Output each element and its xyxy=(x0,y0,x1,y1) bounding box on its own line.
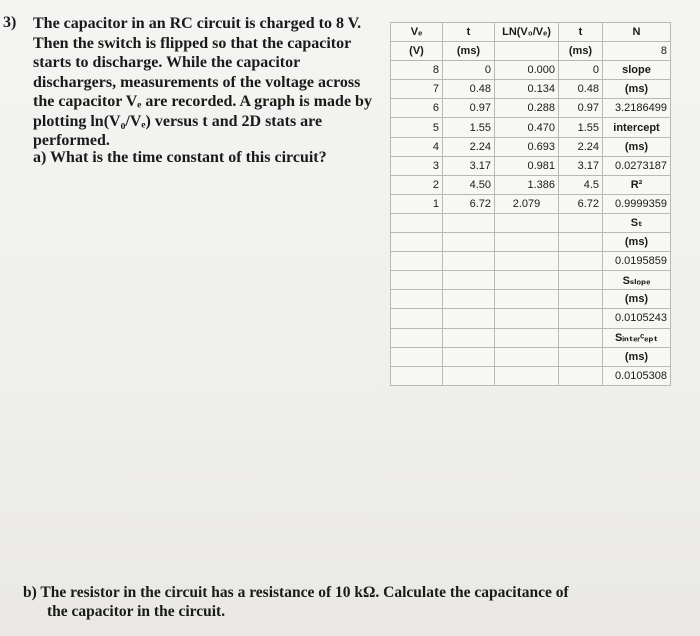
question-part-b xyxy=(23,583,623,621)
table-row xyxy=(391,213,671,232)
cell: (ms) xyxy=(603,80,671,99)
table-row xyxy=(391,118,671,137)
header-row xyxy=(391,42,671,61)
cell xyxy=(443,366,495,385)
cell: 0.0105308 xyxy=(603,366,671,385)
cell: 0.0105243 xyxy=(603,309,671,328)
table-row xyxy=(391,328,671,347)
cell: 4.50 xyxy=(443,175,495,194)
cell xyxy=(495,252,559,271)
cell: 6.72 xyxy=(559,194,603,213)
question-line: plotting ln(V₀/Vₑ) versus t and 2D stats are xyxy=(33,112,323,130)
cell: 2 xyxy=(391,175,443,194)
question-part-a: a) What is the time constant of this circuit? xyxy=(33,149,327,166)
table-row xyxy=(391,252,671,271)
n-value-cell: 8 xyxy=(603,42,671,61)
table-row xyxy=(391,290,671,309)
cell xyxy=(495,366,559,385)
question-line: dischargers, measurements of the voltage across xyxy=(33,73,361,91)
table-row xyxy=(391,61,671,80)
cell xyxy=(559,366,603,385)
header-cell: t xyxy=(559,23,603,42)
spreadsheet-table xyxy=(390,22,671,386)
cell: 0 xyxy=(443,61,495,80)
table-row xyxy=(391,309,671,328)
cell: 6 xyxy=(391,99,443,118)
question-line: performed. xyxy=(33,132,110,149)
cell: 3.2186499 xyxy=(603,99,671,118)
header-cell: N xyxy=(603,23,671,42)
table-row xyxy=(391,175,671,194)
table-row xyxy=(391,271,671,290)
table-row xyxy=(391,80,671,99)
cell xyxy=(443,252,495,271)
cell xyxy=(391,309,443,328)
cell: 0.97 xyxy=(559,99,603,118)
cell: 0.97 xyxy=(443,99,495,118)
cell: Sᵢₙₜₑᵣᶜₑₚₜ xyxy=(603,328,671,347)
cell: 0 xyxy=(559,61,603,80)
cell: 1 xyxy=(391,194,443,213)
cell: 8 xyxy=(391,61,443,80)
cell xyxy=(559,347,603,366)
question-line: The capacitor in an RC circuit is charged to 8 V. xyxy=(33,15,362,32)
cell xyxy=(443,309,495,328)
cell xyxy=(495,233,559,252)
cell: 4.5 xyxy=(559,175,603,194)
header-cell: t xyxy=(443,23,495,42)
cell xyxy=(495,290,559,309)
cell: 3.17 xyxy=(559,156,603,175)
cell xyxy=(443,347,495,366)
cell: 0.000 xyxy=(495,61,559,80)
cell xyxy=(391,213,443,232)
cell: Sₜ xyxy=(603,213,671,232)
cell xyxy=(559,271,603,290)
table-row xyxy=(391,194,671,213)
cell: 0.48 xyxy=(443,80,495,99)
cell: 0.0195859 xyxy=(603,252,671,271)
question-number: 3) xyxy=(3,14,17,31)
cell xyxy=(443,271,495,290)
cell xyxy=(495,309,559,328)
cell: 3.17 xyxy=(443,156,495,175)
cell: slope xyxy=(603,61,671,80)
cell: 0.134 xyxy=(495,80,559,99)
unit-cell xyxy=(495,42,559,61)
cell xyxy=(559,328,603,347)
cell: 5 xyxy=(391,118,443,137)
cell xyxy=(391,271,443,290)
cell xyxy=(391,233,443,252)
cell xyxy=(443,233,495,252)
cell: 1.55 xyxy=(443,118,495,137)
table-row xyxy=(391,233,671,252)
table-row xyxy=(391,347,671,366)
header-cell: Vₑ xyxy=(391,23,443,42)
cell: 0.0273187 xyxy=(603,156,671,175)
cell xyxy=(391,328,443,347)
part-b-line-1: b) The resistor in the circuit has a resistance of 10 kΩ. Calculate the capacitance of xyxy=(23,584,569,601)
cell: (ms) xyxy=(603,233,671,252)
cell: R² xyxy=(603,175,671,194)
question-line: Then the switch is flipped so that the capacitor xyxy=(33,34,352,52)
cell: 7 xyxy=(391,80,443,99)
cell xyxy=(391,366,443,385)
cell: 2.079 xyxy=(495,194,559,213)
cell xyxy=(443,328,495,347)
question-text xyxy=(33,14,383,151)
question-line: the capacitor Vₑ are recorded. A graph is made by xyxy=(33,93,372,110)
cell: intercept xyxy=(603,118,671,137)
cell: 2.24 xyxy=(559,137,603,156)
cell: 0.693 xyxy=(495,137,559,156)
cell: (ms) xyxy=(603,290,671,309)
cell: 0.981 xyxy=(495,156,559,175)
cell: 3 xyxy=(391,156,443,175)
cell xyxy=(391,347,443,366)
table-row xyxy=(391,156,671,175)
cell xyxy=(559,290,603,309)
unit-cell: (ms) xyxy=(559,42,603,61)
cell xyxy=(495,347,559,366)
cell: Sₛₗₒₚₑ xyxy=(603,271,671,290)
cell xyxy=(391,290,443,309)
cell: 0.48 xyxy=(559,80,603,99)
header-cell: LN(V₀/Vₑ) xyxy=(495,23,559,42)
cell xyxy=(443,290,495,309)
cell: 1.386 xyxy=(495,175,559,194)
question-line: starts to discharge. While the capacitor xyxy=(33,54,301,71)
cell: 6.72 xyxy=(443,194,495,213)
cell: (ms) xyxy=(603,137,671,156)
cell: 4 xyxy=(391,137,443,156)
cell: 2.24 xyxy=(443,137,495,156)
cell: 0.9999359 xyxy=(603,194,671,213)
cell xyxy=(559,252,603,271)
unit-cell: (ms) xyxy=(443,42,495,61)
cell xyxy=(391,252,443,271)
cell: 0.470 xyxy=(495,118,559,137)
cell xyxy=(559,309,603,328)
cell xyxy=(495,213,559,232)
cell: 0.288 xyxy=(495,99,559,118)
cell: (ms) xyxy=(603,347,671,366)
table-row xyxy=(391,366,671,385)
cell xyxy=(495,328,559,347)
header-row xyxy=(391,23,671,42)
cell xyxy=(559,233,603,252)
table-row xyxy=(391,137,671,156)
cell xyxy=(559,213,603,232)
cell: 1.55 xyxy=(559,118,603,137)
part-b-line-2: the capacitor in the circuit. xyxy=(47,603,226,620)
table-row xyxy=(391,99,671,118)
cell xyxy=(495,271,559,290)
unit-cell: (V) xyxy=(391,42,443,61)
cell xyxy=(443,213,495,232)
